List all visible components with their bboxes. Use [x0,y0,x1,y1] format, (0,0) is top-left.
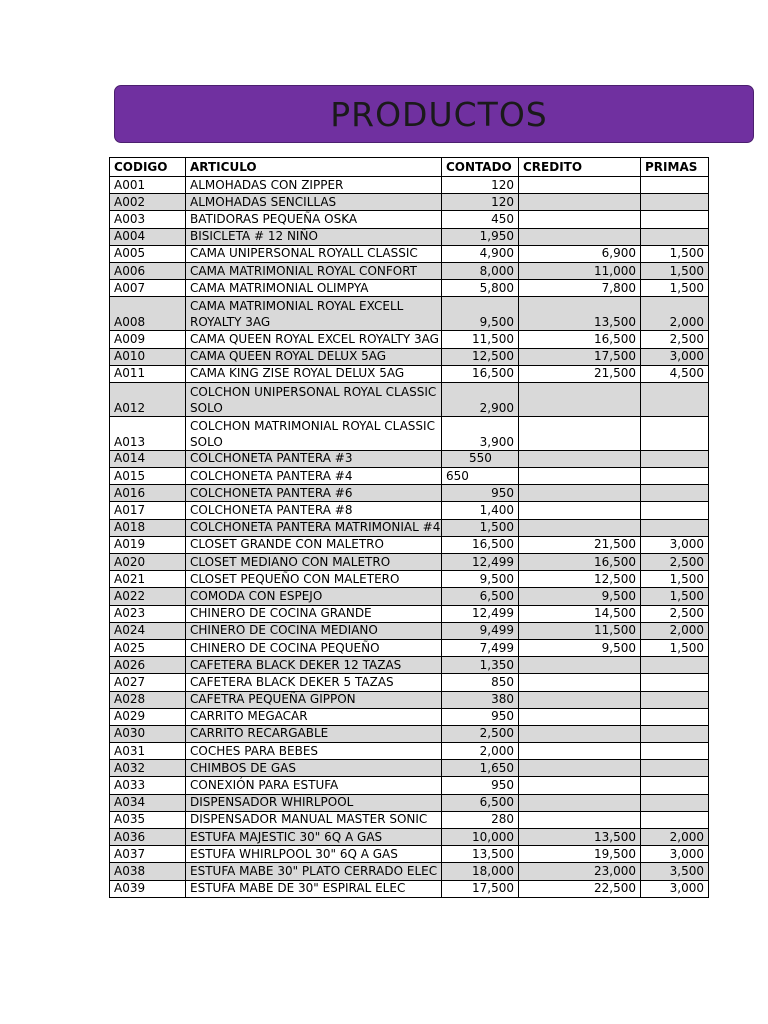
cell-codigo: A017 [110,502,186,519]
table-row [110,228,709,245]
cell-contado: 12,499 [442,605,519,622]
cell-articulo: COLCHONETA PANTERA MATRIMONIAL #4 [186,519,442,536]
cell-contado: 450 [442,211,519,228]
table-row [110,365,709,382]
cell-contado: 380 [442,691,519,708]
cell-primas: 4,500 [641,365,709,382]
cell-codigo: A006 [110,262,186,279]
cell-primas [641,708,709,725]
table-row [110,331,709,348]
cell-credito [519,760,641,777]
cell-articulo: ALMOHADAS SENCILLAS [186,194,442,211]
cell-credito: 16,500 [519,554,641,571]
cell-contado: 1,950 [442,228,519,245]
cell-credito [519,674,641,691]
cell-codigo: A008 [110,297,186,331]
cell-primas: 2,000 [641,622,709,639]
cell-credito [519,468,641,485]
cell-codigo: A025 [110,639,186,656]
cell-articulo: CARRITO MEGACAR [186,708,442,725]
cell-articulo: CAMA MATRIMONIAL ROYAL CONFORT [186,262,442,279]
cell-primas: 1,500 [641,571,709,588]
cell-primas [641,691,709,708]
cell-primas: 2,500 [641,331,709,348]
cell-credito [519,708,641,725]
cell-codigo: A037 [110,846,186,863]
cell-articulo: CLOSET PEQUEÑO CON MALETERO [186,571,442,588]
cell-codigo: A015 [110,468,186,485]
cell-contado: 1,350 [442,657,519,674]
cell-primas: 3,000 [641,880,709,897]
cell-primas [641,794,709,811]
cell-credito: 22,500 [519,880,641,897]
cell-articulo: CLOSET MEDIANO CON MALETRO [186,554,442,571]
cell-credito [519,416,641,450]
cell-primas [641,777,709,794]
cell-credito [519,657,641,674]
table-row [110,485,709,502]
cell-codigo: A004 [110,228,186,245]
cell-codigo: A002 [110,194,186,211]
cell-codigo: A039 [110,880,186,897]
cell-articulo: COMODA CON ESPEJO [186,588,442,605]
cell-contado: 850 [442,674,519,691]
cell-primas [641,228,709,245]
header-codigo: CODIGO [110,158,186,177]
cell-articulo: CAMA MATRIMONIAL ROYAL EXCELL ROYALTY 3AG [186,297,442,331]
cell-codigo: A021 [110,571,186,588]
cell-contado: 16,500 [442,536,519,553]
table-row [110,280,709,297]
cell-codigo: A026 [110,657,186,674]
cell-contado: 7,499 [442,639,519,656]
cell-codigo: A007 [110,280,186,297]
cell-primas: 3,000 [641,846,709,863]
header-articulo: ARTICULO [186,158,442,177]
cell-primas [641,502,709,519]
cell-codigo: A013 [110,416,186,450]
cell-primas [641,743,709,760]
cell-credito: 19,500 [519,846,641,863]
cell-credito [519,725,641,742]
cell-contado: 1,500 [442,519,519,536]
cell-codigo: A014 [110,450,186,467]
cell-contado: 8,000 [442,262,519,279]
table-row [110,571,709,588]
cell-articulo: ESTUFA MAJESTIC 30" 6Q A GAS [186,829,442,846]
cell-primas: 3,000 [641,348,709,365]
table-row [110,674,709,691]
table-row [110,262,709,279]
cell-codigo: A012 [110,382,186,416]
cell-codigo: A016 [110,485,186,502]
cell-credito: 23,000 [519,863,641,880]
cell-credito: 6,900 [519,245,641,262]
cell-articulo: CAMA QUEEN ROYAL DELUX 5AG [186,348,442,365]
cell-contado: 12,499 [442,554,519,571]
cell-articulo: CHINERO DE COCINA PEQUEÑO [186,639,442,656]
header-row [110,158,709,177]
header-credito: CREDITO [519,158,641,177]
cell-articulo: ESTUFA MABE 30" PLATO CERRADO ELEC [186,863,442,880]
table-row [110,194,709,211]
cell-codigo: A011 [110,365,186,382]
cell-contado: 120 [442,177,519,194]
cell-credito [519,502,641,519]
products-table [109,157,709,898]
cell-credito: 7,800 [519,280,641,297]
cell-codigo: A020 [110,554,186,571]
cell-primas [641,725,709,742]
cell-credito [519,450,641,467]
cell-contado: 12,500 [442,348,519,365]
cell-credito [519,177,641,194]
cell-codigo: A003 [110,211,186,228]
cell-credito [519,811,641,828]
cell-contado: 13,500 [442,846,519,863]
table-row [110,829,709,846]
cell-contado: 3,900 [442,416,519,450]
cell-primas [641,194,709,211]
cell-articulo: COLCHONETA PANTERA #3 [186,450,442,467]
header-primas: PRIMAS [641,158,709,177]
cell-codigo: A033 [110,777,186,794]
table-row [110,588,709,605]
cell-codigo: A009 [110,331,186,348]
table-row [110,743,709,760]
table-row [110,639,709,656]
cell-contado: 120 [442,194,519,211]
cell-codigo: A022 [110,588,186,605]
table-row [110,297,709,331]
table-row [110,468,709,485]
cell-credito: 14,500 [519,605,641,622]
cell-primas: 3,500 [641,863,709,880]
cell-contado: 11,500 [442,331,519,348]
cell-primas [641,468,709,485]
table-row [110,245,709,262]
table-row [110,382,709,416]
cell-credito: 12,500 [519,571,641,588]
cell-credito: 13,500 [519,829,641,846]
cell-primas: 2,500 [641,605,709,622]
cell-codigo: A038 [110,863,186,880]
cell-contado: 9,500 [442,297,519,331]
cell-primas [641,450,709,467]
table-row [110,416,709,450]
table-body [110,177,709,898]
cell-credito: 9,500 [519,588,641,605]
cell-codigo: A023 [110,605,186,622]
cell-primas: 1,500 [641,262,709,279]
cell-contado: 1,400 [442,502,519,519]
table-row [110,760,709,777]
cell-articulo: CLOSET GRANDE CON MALETRO [186,536,442,553]
cell-codigo: A018 [110,519,186,536]
cell-articulo: COLCHONETA PANTERA #8 [186,502,442,519]
cell-articulo: COLCHONETA PANTERA #4 [186,468,442,485]
table-row [110,725,709,742]
cell-credito [519,211,641,228]
table-row [110,177,709,194]
cell-primas: 3,000 [641,536,709,553]
cell-codigo: A036 [110,829,186,846]
cell-primas [641,416,709,450]
cell-credito: 13,500 [519,297,641,331]
cell-primas: 1,500 [641,639,709,656]
cell-articulo: CHINERO DE COCINA GRANDE [186,605,442,622]
cell-articulo: DISPENSADOR MANUAL MASTER SONIC [186,811,442,828]
cell-articulo: BATIDORAS PEQUEÑA OSKA [186,211,442,228]
cell-articulo: ESTUFA MABE DE 30" ESPIRAL ELEC [186,880,442,897]
cell-contado: 280 [442,811,519,828]
cell-articulo: CAMA KING ZISE ROYAL DELUX 5AG [186,365,442,382]
cell-articulo: CAMA UNIPERSONAL ROYALL CLASSIC [186,245,442,262]
cell-credito [519,691,641,708]
cell-articulo: COLCHONETA PANTERA #6 [186,485,442,502]
cell-credito: 21,500 [519,536,641,553]
cell-credito [519,743,641,760]
cell-contado: 950 [442,708,519,725]
cell-codigo: A027 [110,674,186,691]
cell-articulo: DISPENSADOR WHIRLPOOL [186,794,442,811]
cell-primas [641,211,709,228]
cell-credito [519,519,641,536]
cell-articulo: COCHES PARA BEBES [186,743,442,760]
cell-primas [641,811,709,828]
cell-primas: 1,500 [641,588,709,605]
cell-primas [641,519,709,536]
cell-codigo: A029 [110,708,186,725]
cell-codigo: A010 [110,348,186,365]
cell-codigo: A031 [110,743,186,760]
cell-articulo: CONEXIÓN PARA ESTUFA [186,777,442,794]
cell-contado: 10,000 [442,829,519,846]
cell-articulo: COLCHON UNIPERSONAL ROYAL CLASSIC SOLO [186,382,442,416]
cell-contado: 17,500 [442,880,519,897]
table-row [110,708,709,725]
table-row [110,794,709,811]
table-row [110,657,709,674]
cell-primas [641,485,709,502]
cell-codigo: A035 [110,811,186,828]
cell-codigo: A024 [110,622,186,639]
cell-contado: 1,650 [442,760,519,777]
cell-credito: 11,000 [519,262,641,279]
table-row [110,502,709,519]
table-row [110,536,709,553]
cell-articulo: CAFETRA PEQUEÑA GIPPON [186,691,442,708]
table-row [110,605,709,622]
cell-primas [641,177,709,194]
cell-contado: 950 [442,485,519,502]
cell-codigo: A032 [110,760,186,777]
cell-contado: 550 [442,450,519,467]
table-row [110,880,709,897]
cell-contado: 6,500 [442,794,519,811]
cell-primas: 2,000 [641,297,709,331]
cell-articulo: CAMA QUEEN ROYAL EXCEL ROYALTY 3AG [186,331,442,348]
cell-codigo: A028 [110,691,186,708]
cell-primas: 2,500 [641,554,709,571]
cell-codigo: A001 [110,177,186,194]
table-row [110,348,709,365]
cell-contado: 16,500 [442,365,519,382]
cell-articulo: CARRITO RECARGABLE [186,725,442,742]
cell-credito [519,485,641,502]
table-row [110,811,709,828]
cell-primas: 2,000 [641,829,709,846]
table-row [110,846,709,863]
cell-articulo: ESTUFA WHIRLPOOL 30" 6Q A GAS [186,846,442,863]
cell-contado: 650 [442,468,519,485]
cell-articulo: CAFETERA BLACK DEKER 5 TAZAS [186,674,442,691]
header-contado: CONTADO [442,158,519,177]
cell-contado: 2,900 [442,382,519,416]
cell-articulo: CHIMBOS DE GAS [186,760,442,777]
cell-primas: 1,500 [641,245,709,262]
cell-credito: 9,500 [519,639,641,656]
cell-credito [519,382,641,416]
cell-contado: 5,800 [442,280,519,297]
cell-credito: 16,500 [519,331,641,348]
cell-articulo: CHINERO DE COCINA MEDIANO [186,622,442,639]
cell-credito [519,194,641,211]
cell-credito [519,777,641,794]
table-row [110,519,709,536]
table-row [110,691,709,708]
cell-primas [641,760,709,777]
table-row [110,622,709,639]
page-title: PRODUCTOS [330,94,548,134]
cell-credito [519,228,641,245]
cell-articulo: CAFETERA BLACK DEKER 12 TAZAS [186,657,442,674]
cell-articulo: ALMOHADAS CON ZIPPER [186,177,442,194]
cell-codigo: A034 [110,794,186,811]
cell-credito: 11,500 [519,622,641,639]
table-row [110,450,709,467]
table-row [110,863,709,880]
cell-contado: 18,000 [442,863,519,880]
title-banner [114,85,754,143]
cell-primas [641,657,709,674]
cell-primas: 1,500 [641,280,709,297]
cell-contado: 4,900 [442,245,519,262]
cell-codigo: A030 [110,725,186,742]
cell-articulo: COLCHON MATRIMONIAL ROYAL CLASSIC SOLO [186,416,442,450]
cell-articulo: BISICLETA # 12 NIÑO [186,228,442,245]
table-row [110,777,709,794]
cell-credito [519,794,641,811]
cell-contado: 2,000 [442,743,519,760]
cell-credito: 21,500 [519,365,641,382]
cell-contado: 2,500 [442,725,519,742]
cell-codigo: A005 [110,245,186,262]
cell-primas [641,674,709,691]
cell-contado: 9,499 [442,622,519,639]
cell-contado: 950 [442,777,519,794]
cell-credito: 17,500 [519,348,641,365]
cell-codigo: A019 [110,536,186,553]
cell-articulo: CAMA MATRIMONIAL OLIMPYA [186,280,442,297]
cell-contado: 9,500 [442,571,519,588]
cell-contado: 6,500 [442,588,519,605]
cell-primas [641,382,709,416]
table-row [110,554,709,571]
table-row [110,211,709,228]
